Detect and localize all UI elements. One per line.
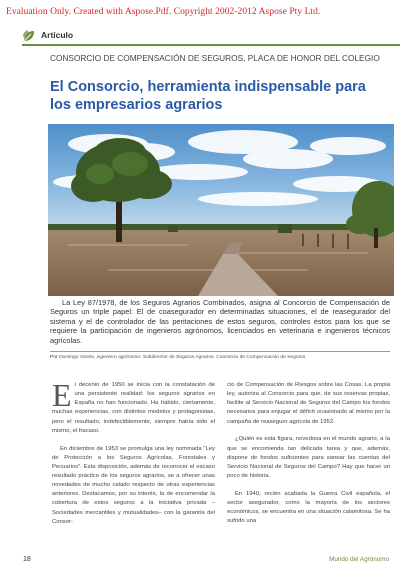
lead-paragraph: La Ley 87/1978, de los Seguros Agrarios Combinados, asigna al Concorcio de Compensación de Seguros un triple papel: El de coasegurador en determinadas situaciones, el de reasegurador del sistema y el de controlador de las peritaciones de estos seguros, controles éstos para los que se requiere la participación de ingenieros agrónomos, licenciados en veterinaria e ingenieros técnicos agrícolas. — [50, 298, 390, 345]
byline-divider — [50, 351, 390, 352]
body-paragraph-5: En 1940, recién acabada la Guerra Civil española, el sector asegurador, como la mayoría de los sectores económicos, se encuentra en una situación calamitosa. Se ha sufrido una — [227, 490, 390, 525]
author-affiliation: Subdirector de Seguros Agrarios. Consorcio de Compensación de Seguros — [142, 355, 306, 360]
body-paragraph-1-text: l decenio de 1950 se inicia con la constatación de una persistente realidad: los seguros agrarios en España no han funcionado. Ha habido, ciertamente, muchas experiencias, con distintos modelos y protagonistas, pero el resultado, indefectiblemente, siempre había sido el mismo, el fracaso. — [52, 382, 215, 434]
article-kicker: CONSORCIO DE COMPENSACIÓN DE SEGUROS, PLACA DE HONOR DEL COLEGIO — [50, 53, 380, 63]
headline-line-2: los empresarios agrarios — [50, 97, 223, 113]
body-column-left — [52, 377, 215, 527]
author-byline — [50, 355, 390, 360]
article-headline — [50, 78, 380, 114]
body-paragraph-4: ¿Quién es esta figura, novedosa en el mundo agrario, a la que se encomienda tan delicada tarea y que, además, dispone de fondos suficientes para sanear las cuentas del Servicio Nacional de Seguros del Campo? Hay que hacer un poco de historia. — [227, 436, 390, 479]
page-number: 18 — [23, 556, 31, 563]
body-paragraph-3: cio de Compensación de Riesgos sobre las Cosas. La propia ley, autoriza al Consorcio para que, de sus reservas propias, facilite al Servicio Nacional de Seguros del Campo los fondos necesarios para enjugar el déficit ocasionado al mismo por la campaña de reaseguro agrícola de 1952. — [227, 382, 390, 425]
section-label: Artículo — [41, 30, 74, 40]
byline-label: Por — [50, 355, 58, 360]
author-name: Domingo Varela, ingeniero agrónomo. — [58, 355, 142, 360]
publication-name: Mundo del Agrónomo — [329, 556, 389, 563]
flooded-field-photo — [48, 124, 394, 296]
drop-cap: E — [52, 377, 72, 413]
section-divider — [22, 44, 400, 46]
body-paragraph-1 — [52, 377, 215, 436]
body-column-right — [227, 381, 390, 526]
evaluation-watermark: Evaluation Only. Created with Aspose.Pdf. Copyright 2002-2012 Aspose Pty Ltd. — [6, 7, 321, 17]
section-header — [22, 29, 400, 46]
headline-line-1: El Consorcio, herramienta indispensable para — [50, 79, 366, 95]
body-paragraph-2: En diciembre de 1953 se promulga una ley nominada “Ley de Protección a los Seguros Agrícolas, Forestales y Pecuarios”. Esta disposición, además de reconocer el escaso resultado práctico de los seguros agrarios, se a ofrecer unas novedades de mucho calado respecto de otras experiencias anteriores. Destacamos, por su interés, la de encomendar la cobertura de estos seguros a la iniciativa privada –Sociedades mercantiles y mutualidades– con la garantía del Consor- — [52, 445, 215, 525]
leaf-icon — [22, 29, 36, 43]
